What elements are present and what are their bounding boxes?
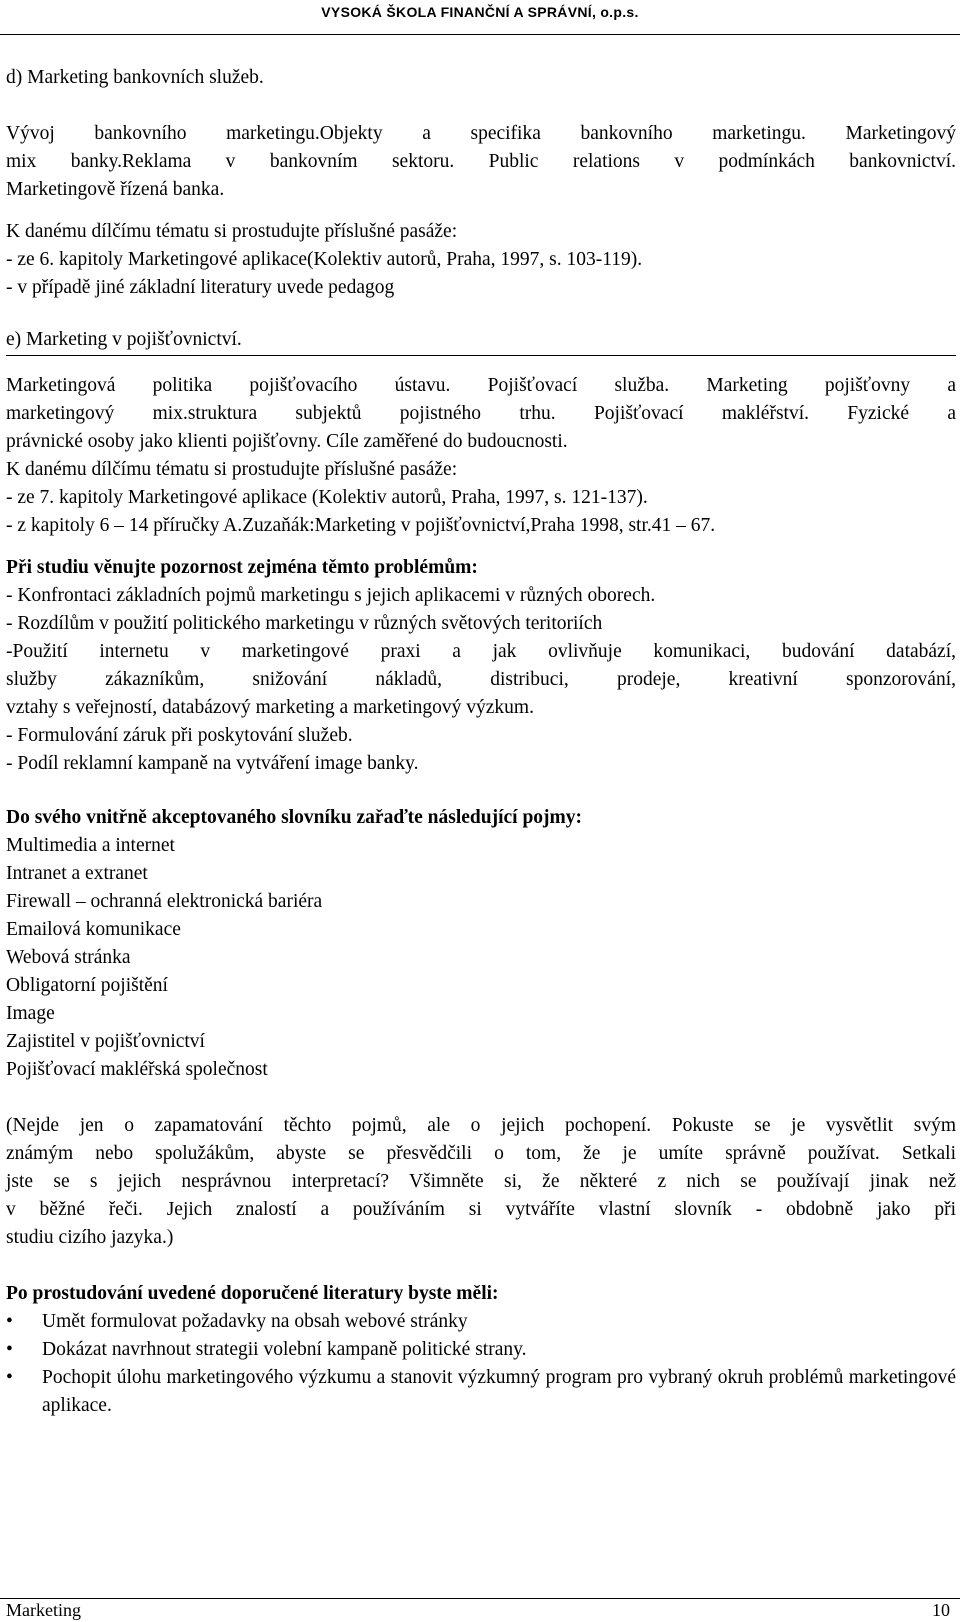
footer-divider <box>0 1598 960 1599</box>
outcomes-list <box>6 1308 956 1420</box>
outcome-text: Umět formulovat požadavky na obsah webové stránky <box>42 1311 468 1332</box>
note-line: v běžné řeči. Jejich znalostí a používáním si vytváříte vlastní slovník - obdobně jako při <box>6 1199 956 1220</box>
section-d-source: - ze 6. kapitoly Marketingové aplikace(Kolektiv autorů, Praha, 1997, s. 103-119). <box>6 249 643 270</box>
vocabulary-heading: Do svého vnitřně akceptovaného slovníku zařaďte následující pojmy: <box>6 807 583 828</box>
vocabulary-term: Image <box>6 1003 55 1024</box>
vocabulary-term: Obligatorní pojištění <box>6 975 168 996</box>
note-line: studiu cizího jazyka.) <box>6 1227 174 1248</box>
bullet-icon: • <box>6 1339 13 1360</box>
section-d-study-intro: K danému dílčímu tématu si prostudujte příslušné pasáže: <box>6 221 458 242</box>
header-divider <box>0 34 960 35</box>
problem-line: vztahy s veřejností, databázový marketing a marketingový výzkum. <box>6 697 534 718</box>
section-e-topics-line: marketingový mix.struktura subjektů pojistného trhu. Pojišťovací makléřství. Fyzické a <box>6 403 956 424</box>
outcome-text: Pochopit úlohu marketingového výzkumu a stanovit výzkumný program pro vybraný okruh problémů marketingové aplikace. <box>42 1367 956 1416</box>
outcome-text: Dokázat navrhnout strategii volební kampaně politické strany. <box>42 1339 527 1360</box>
section-d-topics-line: Vývoj bankovního marketingu.Objekty a specifika bankovního marketingu. Marketingový <box>6 123 956 144</box>
vocabulary-term: Emailová komunikace <box>6 919 181 940</box>
problems-heading: Při studiu věnujte pozornost zejména těmto problémům: <box>6 557 478 578</box>
section-d-topics-line: mix banky.Reklama v bankovním sektoru. Public relations v podmínkách bankovnictví. <box>6 151 956 172</box>
section-divider <box>6 355 956 356</box>
footer-course-name: Marketing <box>6 1600 81 1620</box>
bullet-icon: • <box>6 1367 13 1388</box>
vocabulary-term: Zajistitel v pojišťovnictví <box>6 1031 205 1052</box>
section-e-topics-line: právnické osoby jako klienti pojišťovny. Cíle zaměřené do budoucnosti. <box>6 431 568 452</box>
section-e-study-intro: K danému dílčímu tématu si prostudujte příslušné pasáže: <box>6 459 458 480</box>
section-e-source: - z kapitoly 6 – 14 příručky A.Zuzaňák:Marketing v pojišťovnictví,Praha 1998, str.41 – 67. <box>6 515 716 536</box>
outcomes-heading: Po prostudování uvedené doporučené literatury byste měli: <box>6 1283 499 1304</box>
section-e-topics-line: Marketingová politika pojišťovacího ústavu. Pojišťovací služba. Marketing pojišťovny a <box>6 375 956 396</box>
header-institution: VYSOKÁ ŠKOLA FINANČNÍ A SPRÁVNÍ, o.p.s. <box>321 4 639 20</box>
note-line: (Nejde jen o zapamatování těchto pojmů, ale o jejich pochopení. Pokuste se je vysvětlit svým <box>6 1115 956 1136</box>
note-line: jste se s jejich nesprávnou interpretací? Všimněte si, že některé z nich se používají jinak než <box>6 1171 956 1192</box>
problem-line: - Konfrontaci základních pojmů marketingu s jejich aplikacemi v různých oborech. <box>6 585 656 606</box>
section-e-heading: e) Marketing v pojišťovnictví. <box>6 329 242 350</box>
section-d-heading: d) Marketing bankovních služeb. <box>6 67 264 88</box>
problem-line: -Použití internetu v marketingové praxi a jak ovlivňuje komunikaci, budování databází, <box>6 641 956 662</box>
footer-page-number: 10 <box>932 1600 950 1620</box>
note-line: známým nebo spolužákům, abyste se přesvědčili o tom, že je umíte správně používat. Setkali <box>6 1143 956 1164</box>
section-d-topics-line: Marketingově řízená banka. <box>6 179 225 200</box>
page-content <box>6 64 956 1420</box>
problem-line: - Formulování záruk při poskytování služeb. <box>6 725 353 746</box>
vocabulary-term: Pojišťovací makléřská společnost <box>6 1059 268 1080</box>
outcome-item <box>6 1308 956 1336</box>
vocabulary-term: Multimedia a internet <box>6 835 175 856</box>
vocabulary-term: Webová stránka <box>6 947 131 968</box>
outcome-item <box>6 1364 956 1420</box>
bullet-icon: • <box>6 1311 13 1332</box>
problem-line: služby zákazníkům, snižování nákladů, distribuci, prodeje, kreativní sponzorování, <box>6 669 956 690</box>
vocabulary-term: Firewall – ochranná elektronická bariéra <box>6 891 323 912</box>
section-e-source: - ze 7. kapitoly Marketingové aplikace (Kolektiv autorů, Praha, 1997, s. 121-137). <box>6 487 648 508</box>
problem-line: - Rozdílům v použití politického marketingu v různých světových teritoriích <box>6 613 603 634</box>
problem-line: - Podíl reklamní kampaně na vytváření image banky. <box>6 753 419 774</box>
vocabulary-term: Intranet a extranet <box>6 863 148 884</box>
section-d-source: - v případě jiné základní literatury uvede pedagog <box>6 277 395 298</box>
outcome-item <box>6 1336 956 1364</box>
